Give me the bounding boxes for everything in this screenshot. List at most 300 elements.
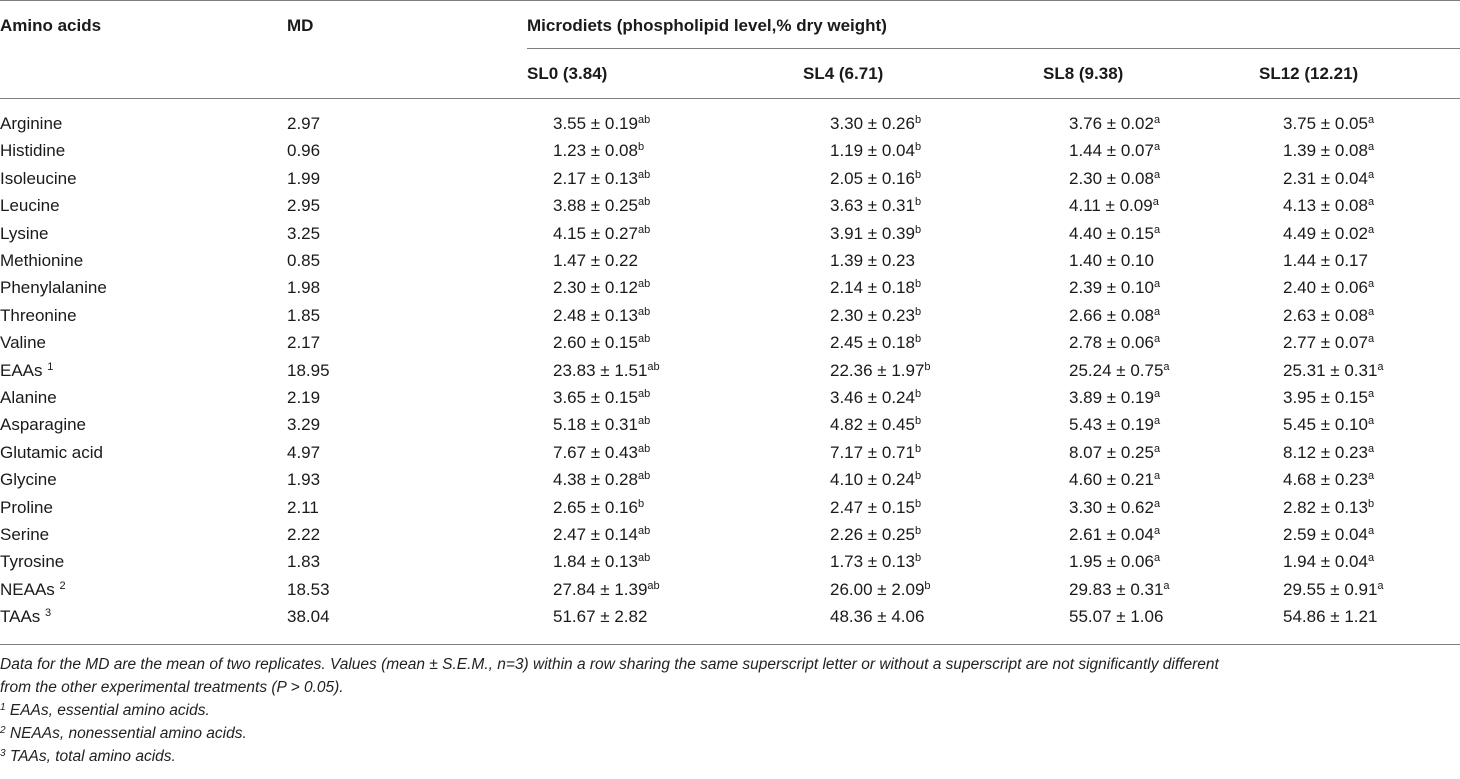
mean-sem-value: 3.75 ± 0.05 bbox=[1283, 114, 1368, 133]
diet-value-cell bbox=[553, 274, 650, 301]
mean-sem-value: 1.23 ± 0.08 bbox=[553, 141, 638, 161]
row-amino-acid-name bbox=[0, 466, 57, 493]
mean-sem-value: 2.82 ± 0.13 bbox=[1283, 497, 1368, 517]
mean-sem-value: 4.60 ± 0.21 bbox=[1069, 470, 1154, 490]
mean-sem-value: 2.30 ± 0.08 bbox=[1069, 168, 1154, 188]
significance-letter: a bbox=[1367, 470, 1375, 483]
diet-value-cell bbox=[830, 302, 921, 329]
significance-letter: ab bbox=[637, 442, 651, 455]
mean-sem-value: 1.44 ± 0.07 bbox=[1069, 141, 1154, 161]
row-amino-acid-name bbox=[0, 220, 49, 247]
significance-letter: a bbox=[1153, 552, 1161, 565]
row-amino-acid-name bbox=[0, 494, 53, 521]
mean-sem-value: 4.49 ± 0.02 bbox=[1283, 223, 1368, 243]
mean-sem-value: 2.30 ± 0.23 bbox=[830, 305, 915, 325]
table-row bbox=[0, 110, 1460, 137]
diet-value-cell bbox=[553, 439, 650, 466]
table-row bbox=[0, 220, 1460, 247]
footnote-3 bbox=[0, 745, 1460, 768]
significance-letter: b bbox=[637, 497, 645, 510]
row-amino-acid-name bbox=[0, 192, 60, 219]
mean-sem-value: 1.39 ± 0.08 bbox=[1283, 141, 1368, 161]
diet-value-cell bbox=[1283, 494, 1374, 521]
diet-value-cell bbox=[1283, 548, 1374, 575]
diet-value-cell bbox=[1283, 137, 1374, 164]
mean-sem-value: 7.67 ± 0.43 bbox=[553, 442, 638, 462]
header-md: MD bbox=[287, 16, 314, 35]
amino-acid-label: Proline bbox=[0, 497, 53, 517]
amino-acid-label: Isoleucine bbox=[0, 168, 77, 188]
mean-sem-value: 4.11 ± 0.09 bbox=[1069, 196, 1153, 216]
mean-sem-value: 27.84 ± 1.39 bbox=[553, 579, 648, 599]
significance-letter: a bbox=[1367, 333, 1375, 346]
significance-letter: a bbox=[1163, 579, 1170, 592]
significance-letter: ab bbox=[637, 196, 651, 209]
md-value: 1.83 bbox=[287, 552, 321, 572]
diet-value-cell bbox=[1069, 521, 1160, 548]
mean-sem-value: 2.63 ± 0.08 bbox=[1283, 305, 1368, 325]
mean-sem-value: 1.94 ± 0.04 bbox=[1283, 552, 1368, 572]
md-value: 18.53 bbox=[287, 579, 330, 599]
diet-value-cell bbox=[1069, 439, 1160, 466]
mean-sem-value: 26.00 ± 2.09 bbox=[830, 579, 925, 599]
md-value: 2.19 bbox=[287, 388, 321, 407]
footnote-ref: 1 bbox=[47, 360, 54, 373]
significance-letter: a bbox=[1367, 196, 1375, 209]
diet-value-cell bbox=[553, 494, 644, 521]
table-row bbox=[0, 137, 1460, 164]
diet-value-cell bbox=[1283, 357, 1384, 384]
significance-letter: a bbox=[1153, 442, 1161, 455]
diet-value-cell bbox=[1283, 165, 1374, 192]
diet-value-cell bbox=[830, 274, 921, 301]
mean-sem-value: 2.66 ± 0.08 bbox=[1069, 305, 1154, 325]
significance-letter: a bbox=[1153, 388, 1161, 400]
table-row bbox=[0, 384, 1460, 411]
header-sl4: SL4 (6.71) bbox=[803, 64, 884, 83]
mean-sem-value: 1.84 ± 0.13 bbox=[553, 552, 638, 572]
table-row bbox=[0, 192, 1460, 219]
significance-letter: b bbox=[914, 388, 922, 400]
diet-value-cell bbox=[553, 110, 650, 137]
mean-sem-value: 3.91 ± 0.39 bbox=[830, 223, 915, 243]
footnote-ref: 3 bbox=[45, 607, 52, 620]
mean-sem-value: 51.67 ± 2.82 bbox=[553, 607, 648, 627]
significance-letter: b bbox=[637, 141, 645, 154]
diet-value-cell bbox=[830, 576, 931, 603]
footnote-text: EAAs, essential amino acids. bbox=[9, 702, 210, 719]
mean-sem-value: 1.19 ± 0.04 bbox=[830, 141, 915, 161]
diet-value-cell bbox=[830, 439, 921, 466]
diet-value-cell bbox=[1069, 192, 1159, 219]
significance-letter: b bbox=[914, 278, 922, 291]
significance-letter: b bbox=[914, 196, 922, 209]
row-amino-acid-name bbox=[0, 521, 49, 548]
row-amino-acid-name bbox=[0, 247, 83, 274]
significance-letter: a bbox=[1153, 141, 1161, 154]
header-sl12: SL12 (12.21) bbox=[1259, 64, 1359, 83]
mean-sem-value: 3.30 ± 0.26 bbox=[830, 114, 915, 133]
diet-value-cell bbox=[830, 466, 921, 493]
mean-sem-value: 3.30 ± 0.62 bbox=[1069, 497, 1154, 517]
row-amino-acid-name bbox=[0, 576, 66, 603]
significance-letter: b bbox=[914, 525, 922, 537]
mean-sem-value: 2.78 ± 0.06 bbox=[1069, 333, 1154, 353]
footnote-mark: 3 bbox=[0, 748, 6, 759]
header-amino-acids: Amino acids bbox=[0, 16, 102, 35]
mean-sem-value: 2.17 ± 0.13 bbox=[553, 168, 638, 188]
diet-value-cell bbox=[1069, 357, 1170, 384]
header-sl0: SL0 (3.84) bbox=[527, 64, 608, 83]
diet-value-cell bbox=[1069, 384, 1160, 411]
md-value: 2.22 bbox=[287, 525, 321, 544]
mean-sem-value: 2.40 ± 0.06 bbox=[1283, 278, 1368, 298]
footnote-1 bbox=[0, 699, 1460, 722]
mean-sem-value: 3.46 ± 0.24 bbox=[830, 388, 915, 407]
diet-value-cell bbox=[1069, 302, 1160, 329]
significance-letter: b bbox=[924, 579, 931, 592]
diet-value-cell bbox=[553, 548, 650, 575]
significance-letter: b bbox=[914, 497, 922, 510]
diet-value-cell bbox=[553, 192, 650, 219]
table-row bbox=[0, 302, 1460, 329]
mean-sem-value: 3.89 ± 0.19 bbox=[1069, 388, 1154, 407]
diet-value-cell bbox=[1069, 411, 1160, 438]
significance-letter: a bbox=[1153, 223, 1161, 236]
md-value: 3.29 bbox=[287, 415, 321, 435]
mean-sem-value: 4.15 ± 0.27 bbox=[553, 223, 638, 243]
diet-value-cell bbox=[1283, 247, 1368, 274]
row-amino-acid-name bbox=[0, 274, 107, 301]
diet-value-cell bbox=[830, 521, 921, 548]
md-value: 4.97 bbox=[287, 442, 321, 462]
mean-sem-value: 25.31 ± 0.31 bbox=[1283, 360, 1378, 380]
top-rule bbox=[0, 0, 1460, 1]
mean-sem-value: 4.10 ± 0.24 bbox=[830, 470, 915, 490]
md-value: 0.85 bbox=[287, 251, 321, 270]
mean-sem-value: 2.77 ± 0.07 bbox=[1283, 333, 1368, 353]
amino-acid-label: Lysine bbox=[0, 223, 49, 243]
significance-letter: ab bbox=[637, 305, 651, 318]
significance-letter: a bbox=[1367, 552, 1375, 565]
amino-acid-label: NEAAs bbox=[0, 579, 55, 599]
mean-sem-value: 25.24 ± 0.75 bbox=[1069, 360, 1164, 380]
mean-sem-value: 2.47 ± 0.14 bbox=[553, 525, 638, 544]
md-value: 0.96 bbox=[287, 141, 321, 161]
table-row bbox=[0, 329, 1460, 356]
mean-sem-value: 2.60 ± 0.15 bbox=[553, 333, 638, 353]
mean-sem-value: 2.26 ± 0.25 bbox=[830, 525, 915, 544]
diet-value-cell bbox=[553, 220, 650, 247]
mean-sem-value: 5.43 ± 0.19 bbox=[1069, 415, 1154, 435]
diet-value-cell bbox=[1069, 247, 1154, 274]
mean-sem-value: 1.47 ± 0.22 bbox=[553, 251, 638, 270]
header-sl8: SL8 (9.38) bbox=[1043, 64, 1124, 83]
diet-value-cell bbox=[553, 603, 647, 630]
amino-acid-label: Methionine bbox=[0, 251, 84, 270]
significance-letter: ab bbox=[637, 415, 651, 428]
significance-letter: ab bbox=[647, 579, 660, 592]
diet-value-cell bbox=[1069, 329, 1160, 356]
significance-letter: b bbox=[914, 442, 922, 455]
mean-sem-value: 8.12 ± 0.23 bbox=[1283, 442, 1368, 462]
bottom-rule bbox=[0, 644, 1460, 645]
diet-value-cell bbox=[1283, 466, 1374, 493]
footnote-2 bbox=[0, 722, 1460, 745]
diet-value-cell bbox=[1283, 439, 1374, 466]
significance-letter: a bbox=[1367, 223, 1375, 236]
mean-sem-value: 3.76 ± 0.02 bbox=[1069, 114, 1154, 133]
mean-sem-value: 2.14 ± 0.18 bbox=[830, 278, 915, 298]
diet-value-cell bbox=[830, 411, 921, 438]
diet-value-cell bbox=[553, 137, 644, 164]
amino-acid-label: Histidine bbox=[0, 141, 66, 161]
mean-sem-value: 2.05 ± 0.16 bbox=[830, 168, 915, 188]
significance-letter: ab bbox=[637, 278, 651, 291]
mean-sem-value: 2.59 ± 0.04 bbox=[1283, 525, 1368, 544]
mean-sem-value: 1.44 ± 0.17 bbox=[1283, 251, 1368, 270]
significance-letter: a bbox=[1153, 333, 1161, 346]
significance-letter: b bbox=[924, 360, 931, 373]
table-row bbox=[0, 576, 1460, 603]
table-row bbox=[0, 548, 1460, 575]
significance-letter: b bbox=[914, 114, 922, 126]
significance-letter: b bbox=[914, 415, 922, 428]
mean-sem-value: 5.18 ± 0.31 bbox=[553, 415, 638, 435]
diet-value-cell bbox=[1283, 603, 1377, 630]
mean-sem-value: 4.38 ± 0.28 bbox=[553, 470, 638, 490]
amino-acid-label: Leucine bbox=[0, 196, 60, 216]
diet-value-cell bbox=[1283, 384, 1374, 411]
diet-value-cell bbox=[1283, 110, 1374, 137]
diet-value-cell bbox=[1283, 411, 1374, 438]
md-value: 2.17 bbox=[287, 333, 321, 353]
amino-acid-label: Valine bbox=[0, 333, 46, 353]
significance-letter: a bbox=[1367, 442, 1375, 455]
md-value: 2.95 bbox=[287, 196, 321, 216]
diet-value-cell bbox=[1069, 603, 1163, 630]
significance-letter: b bbox=[914, 141, 922, 154]
footnote-ref: 2 bbox=[59, 579, 66, 592]
md-value: 2.97 bbox=[287, 114, 321, 133]
diet-value-cell bbox=[830, 384, 921, 411]
diet-value-cell bbox=[830, 110, 921, 137]
diet-value-cell bbox=[553, 521, 650, 548]
mean-sem-value: 2.61 ± 0.04 bbox=[1069, 525, 1154, 544]
significance-letter: a bbox=[1153, 470, 1161, 483]
mean-sem-value: 7.17 ± 0.71 bbox=[830, 442, 915, 462]
significance-letter: a bbox=[1367, 141, 1375, 154]
mean-sem-value: 3.55 ± 0.19 bbox=[553, 114, 638, 133]
table-row bbox=[0, 165, 1460, 192]
row-amino-acid-name bbox=[0, 603, 51, 630]
diet-value-cell bbox=[1283, 302, 1374, 329]
footnote-mark: 1 bbox=[0, 702, 6, 713]
amino-acid-label: Phenylalanine bbox=[0, 278, 107, 298]
significance-letter: b bbox=[914, 168, 922, 181]
table-row bbox=[0, 466, 1460, 493]
amino-acid-label: Asparagine bbox=[0, 415, 87, 435]
diet-value-cell bbox=[830, 165, 921, 192]
table-row bbox=[0, 357, 1460, 384]
diet-value-cell bbox=[830, 220, 921, 247]
mean-sem-value: 3.95 ± 0.15 bbox=[1283, 388, 1368, 407]
diet-value-cell bbox=[1069, 110, 1160, 137]
significance-letter: a bbox=[1153, 525, 1161, 537]
mean-sem-value: 2.48 ± 0.13 bbox=[553, 305, 638, 325]
amino-acid-label: Glycine bbox=[0, 470, 57, 490]
md-value: 2.11 bbox=[287, 497, 319, 517]
mean-sem-value: 1.95 ± 0.06 bbox=[1069, 552, 1154, 572]
diet-value-cell bbox=[553, 411, 650, 438]
mean-sem-value: 2.39 ± 0.10 bbox=[1069, 278, 1154, 298]
significance-letter: a bbox=[1153, 415, 1161, 428]
table-row bbox=[0, 411, 1460, 438]
diet-value-cell bbox=[1283, 220, 1374, 247]
row-amino-acid-name bbox=[0, 302, 77, 329]
md-value: 1.93 bbox=[287, 470, 321, 490]
significance-letter: a bbox=[1367, 525, 1375, 537]
md-value: 1.99 bbox=[287, 168, 321, 188]
diet-value-cell bbox=[1283, 329, 1374, 356]
amino-acid-label: Glutamic acid bbox=[0, 442, 103, 462]
significance-letter: ab bbox=[637, 552, 651, 565]
amino-acid-label: Tyrosine bbox=[0, 552, 65, 572]
significance-letter: a bbox=[1367, 278, 1375, 291]
significance-letter: b bbox=[914, 470, 922, 483]
diet-value-cell bbox=[1069, 165, 1160, 192]
mean-sem-value: 2.30 ± 0.12 bbox=[553, 278, 638, 298]
row-amino-acid-name bbox=[0, 329, 46, 356]
mean-sem-value: 54.86 ± 1.21 bbox=[1283, 607, 1378, 627]
significance-letter: a bbox=[1377, 360, 1384, 373]
diet-value-cell bbox=[553, 466, 650, 493]
significance-letter: a bbox=[1367, 388, 1375, 400]
mean-sem-value: 29.83 ± 0.31 bbox=[1069, 579, 1164, 599]
row-amino-acid-name bbox=[0, 165, 77, 192]
significance-letter: a bbox=[1152, 196, 1159, 209]
significance-letter: ab bbox=[637, 168, 651, 181]
table-row bbox=[0, 439, 1460, 466]
diet-value-cell bbox=[830, 192, 921, 219]
row-amino-acid-name bbox=[0, 439, 103, 466]
md-value: 3.25 bbox=[287, 223, 321, 243]
mean-sem-value: 48.36 ± 4.06 bbox=[830, 607, 925, 627]
table-notes bbox=[0, 653, 1460, 768]
mean-sem-value: 3.88 ± 0.25 bbox=[553, 196, 638, 216]
diet-value-cell bbox=[1069, 274, 1160, 301]
significance-letter: ab bbox=[637, 333, 651, 346]
mean-sem-value: 2.45 ± 0.18 bbox=[830, 333, 915, 353]
amino-acid-label: Alanine bbox=[0, 388, 57, 407]
diet-value-cell bbox=[1283, 192, 1374, 219]
mean-sem-value: 4.82 ± 0.45 bbox=[830, 415, 915, 435]
diet-value-cell bbox=[1069, 137, 1160, 164]
md-value: 1.98 bbox=[287, 278, 321, 298]
diet-value-cell bbox=[1069, 576, 1170, 603]
significance-letter: ab bbox=[637, 525, 651, 537]
footnote-text: TAAs, total amino acids. bbox=[9, 748, 176, 765]
significance-letter: ab bbox=[647, 360, 660, 373]
mean-sem-value: 4.13 ± 0.08 bbox=[1283, 196, 1368, 216]
significance-letter: b bbox=[914, 305, 922, 318]
diet-value-cell bbox=[830, 548, 921, 575]
diet-value-cell bbox=[1069, 466, 1160, 493]
mean-sem-value: 1.40 ± 0.10 bbox=[1069, 251, 1154, 270]
significance-letter: a bbox=[1163, 360, 1170, 373]
significance-letter: b bbox=[914, 552, 922, 565]
mean-sem-value: 4.68 ± 0.23 bbox=[1283, 470, 1368, 490]
significance-letter: ab bbox=[637, 388, 651, 400]
mean-sem-value: 4.40 ± 0.15 bbox=[1069, 223, 1154, 243]
diet-value-cell bbox=[553, 357, 660, 384]
diet-value-cell bbox=[830, 247, 915, 274]
row-amino-acid-name bbox=[0, 384, 57, 411]
diet-value-cell bbox=[830, 494, 921, 521]
mean-sem-value: 3.65 ± 0.15 bbox=[553, 388, 638, 407]
note-main-line2: from the other experimental treatments (P > 0.05). bbox=[0, 679, 344, 696]
significance-letter: a bbox=[1377, 579, 1384, 592]
significance-letter: a bbox=[1367, 114, 1375, 126]
significance-letter: ab bbox=[637, 223, 651, 236]
mean-sem-value: 8.07 ± 0.25 bbox=[1069, 442, 1154, 462]
mean-sem-value: 3.63 ± 0.31 bbox=[830, 196, 915, 216]
diet-value-cell bbox=[830, 603, 924, 630]
amino-acid-label: EAAs bbox=[0, 360, 43, 380]
significance-letter: a bbox=[1153, 278, 1161, 291]
diet-value-cell bbox=[553, 576, 660, 603]
significance-letter: a bbox=[1153, 497, 1161, 510]
diet-value-cell bbox=[553, 329, 650, 356]
significance-letter: a bbox=[1367, 305, 1375, 318]
diet-value-cell bbox=[1283, 521, 1374, 548]
table-row bbox=[0, 494, 1460, 521]
significance-letter: a bbox=[1367, 415, 1375, 428]
significance-letter: b bbox=[914, 223, 922, 236]
diet-value-cell bbox=[830, 137, 921, 164]
diet-value-cell bbox=[553, 384, 650, 411]
diet-value-cell bbox=[1283, 274, 1374, 301]
diet-value-cell bbox=[553, 302, 650, 329]
row-amino-acid-name bbox=[0, 137, 65, 164]
header-rule bbox=[0, 98, 1460, 99]
diet-value-cell bbox=[553, 165, 650, 192]
significance-letter: ab bbox=[637, 470, 651, 483]
amino-acid-label: Arginine bbox=[0, 114, 63, 133]
row-amino-acid-name bbox=[0, 110, 62, 137]
footnote-text: NEAAs, nonessential amino acids. bbox=[9, 725, 247, 742]
diet-value-cell bbox=[1283, 576, 1384, 603]
significance-letter: ab bbox=[637, 114, 651, 126]
table-row bbox=[0, 603, 1460, 630]
mean-sem-value: 22.36 ± 1.97 bbox=[830, 360, 925, 380]
diet-value-cell bbox=[1069, 220, 1160, 247]
significance-letter: a bbox=[1153, 168, 1161, 181]
significance-letter: b bbox=[914, 333, 922, 346]
md-value: 38.04 bbox=[287, 607, 330, 627]
amino-acid-label: Threonine bbox=[0, 305, 77, 325]
significance-letter: b bbox=[1367, 497, 1375, 510]
significance-letter: a bbox=[1367, 168, 1375, 181]
mean-sem-value: 1.73 ± 0.13 bbox=[830, 552, 915, 572]
diet-value-cell bbox=[553, 247, 638, 274]
row-amino-acid-name bbox=[0, 411, 86, 438]
mean-sem-value: 55.07 ± 1.06 bbox=[1069, 607, 1164, 627]
note-main-line1: Data for the MD are the mean of two replicates. Values (mean ± S.E.M., n=3) within a row sharing the same superscript letter or without a superscript are not significantly different bbox=[0, 656, 1219, 673]
significance-letter: a bbox=[1153, 114, 1161, 126]
amino-acid-label: Serine bbox=[0, 525, 50, 544]
amino-acid-label: TAAs bbox=[0, 607, 41, 627]
